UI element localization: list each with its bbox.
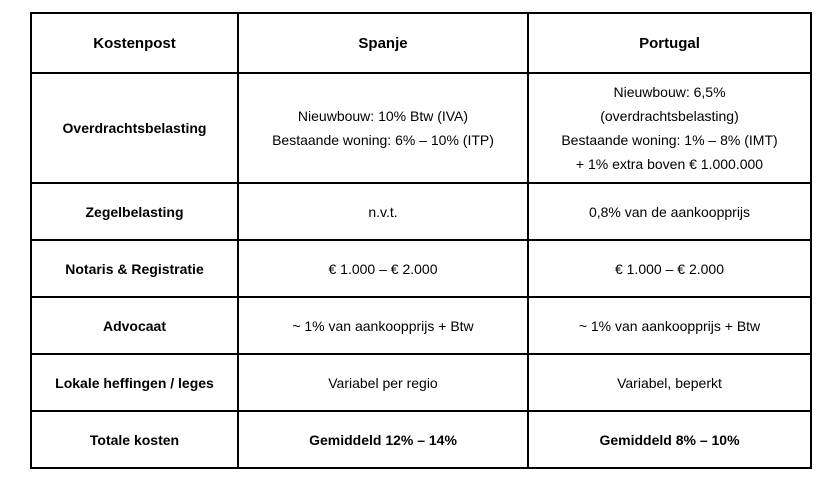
row-label: Advocaat [31,297,238,354]
column-header-kostenpost: Kostenpost [31,13,238,73]
cell-spanje: € 1.000 – € 2.000 [238,240,528,297]
cell-line: Bestaande woning: 6% – 10% (ITP) [272,132,494,148]
cell-portugal: Gemiddeld 8% – 10% [528,411,811,468]
table-header-row [31,13,811,73]
row-label: Lokale heffingen / leges [31,354,238,411]
row-label: Totale kosten [31,411,238,468]
cell-portugal: 0,8% van de aankoopprijs [528,183,811,240]
table-row-overdrachtsbelasting [31,73,811,183]
column-header-spanje: Spanje [238,13,528,73]
table-row-zegelbelasting [31,183,811,240]
cell-portugal: € 1.000 – € 2.000 [528,240,811,297]
cell-portugal [528,73,811,183]
column-header-portugal: Portugal [528,13,811,73]
cell-line: Nieuwbouw: 10% Btw (IVA) [297,108,469,124]
cell-spanje: n.v.t. [238,183,528,240]
cell-line: (overdrachtsbelasting) [600,108,739,124]
cell-line: Nieuwbouw: 6,5% [613,84,726,100]
table-row-advocaat [31,297,811,354]
cell-spanje: ~ 1% van aankoopprijs + Btw [238,297,528,354]
cell-line: Bestaande woning: 1% – 8% (IMT) [561,132,778,148]
cell-portugal: Variabel, beperkt [528,354,811,411]
table-row-totale-kosten [31,411,811,468]
cost-comparison-table [30,12,812,469]
cell-line: + 1% extra boven € 1.000.000 [575,156,764,172]
cell-spanje: Gemiddeld 12% – 14% [238,411,528,468]
table-row-lokale-heffingen [31,354,811,411]
row-label: Zegelbelasting [31,183,238,240]
cell-spanje: Variabel per regio [238,354,528,411]
cell-portugal: ~ 1% van aankoopprijs + Btw [528,297,811,354]
row-label: Overdrachtsbelasting [31,73,238,183]
row-label: Notaris & Registratie [31,240,238,297]
cell-spanje [238,73,528,183]
table-row-notaris-registratie [31,240,811,297]
